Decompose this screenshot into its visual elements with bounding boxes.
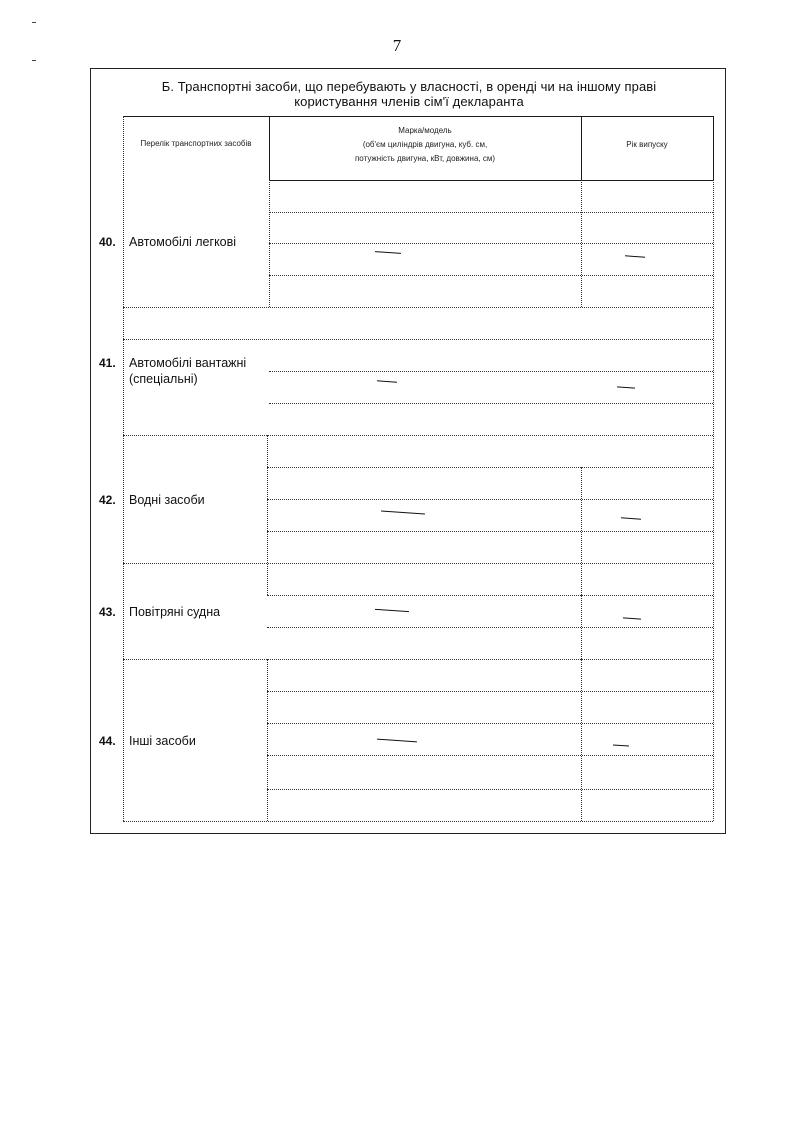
- row-41-line: [269, 403, 713, 404]
- row-42-divider-1: [267, 435, 268, 595]
- header-model-line-3: потужність двигуна, кВт, довжина, см): [354, 154, 496, 163]
- margin-mark: [32, 22, 36, 23]
- header-model-line-2: (об'єм циліндрів двигуна, куб. см,: [362, 140, 488, 149]
- header-bottom-border: [269, 180, 713, 181]
- row-42-bottom: [123, 563, 713, 564]
- header-top-border: [123, 116, 713, 117]
- row-42-label: Водні засоби: [129, 493, 205, 507]
- row-40-label: Автомобілі легкові: [129, 235, 237, 249]
- header-vehicle-list: Перелік транспортних засобів: [140, 139, 252, 148]
- row-40-number: 40.: [99, 235, 116, 249]
- row-44-divider-1: [267, 659, 268, 821]
- row-41-year-dash: [617, 386, 635, 388]
- row-43-bottom: [267, 627, 713, 628]
- section-title-line-2: користування членів сім'ї декларанта: [294, 94, 524, 109]
- row-44-line: [267, 789, 713, 790]
- row-44-model-dash: [377, 739, 417, 743]
- row-41-label-line-2: (спеціальні): [129, 372, 198, 386]
- body-left-border: [123, 180, 124, 821]
- row-41-label: [129, 355, 246, 387]
- row-41-line: [123, 339, 713, 340]
- row-40-line: [269, 243, 713, 244]
- row-40-bottom: [123, 307, 713, 308]
- vehicles-section-frame: [90, 68, 726, 834]
- row-44-label: Інші засоби: [129, 734, 196, 748]
- row-41-model-dash: [377, 380, 397, 382]
- page-number: 7: [392, 36, 402, 55]
- row-43-number: 43.: [99, 605, 116, 619]
- body-right-border: [713, 180, 714, 821]
- row-44-year-dash: [613, 744, 629, 746]
- header-year: Рік випуску: [626, 140, 668, 149]
- header-right-border: [713, 116, 714, 180]
- row-40-line: [269, 212, 713, 213]
- section-title-line-1: Б. Транспортні засоби, що перебувають у власності, в оренді чи на іншому праві: [161, 79, 657, 94]
- body-bottom-border: [123, 821, 713, 822]
- row-41-line: [269, 371, 713, 372]
- header-model-line-1: Марка/модель: [398, 126, 452, 135]
- row-44-line: [267, 755, 713, 756]
- row-42-line: [267, 531, 713, 532]
- row-43-bottom: [123, 659, 713, 660]
- row-44-divider-2: [581, 659, 582, 821]
- row-40-year-dash: [625, 255, 645, 257]
- row-41-number: 41.: [99, 356, 116, 370]
- row-43-year-dash: [623, 617, 641, 619]
- margin-mark: [32, 60, 36, 61]
- row-42-line: [267, 467, 713, 468]
- row-42-number: 42.: [99, 493, 116, 507]
- row-42-model-dash: [381, 510, 425, 514]
- row-41-label-line-1: Автомобілі вантажні: [129, 356, 247, 370]
- row-40-line: [269, 275, 713, 276]
- row-42-year-dash: [621, 517, 641, 519]
- row-43-model-dash: [375, 609, 409, 612]
- row-44-line: [267, 691, 713, 692]
- row-40-model-dash: [375, 251, 401, 254]
- section-title: [91, 79, 727, 109]
- row-44-line: [267, 723, 713, 724]
- row-41-bottom: [123, 435, 713, 436]
- row-43-line: [267, 595, 713, 596]
- row-44-number: 44.: [99, 734, 116, 748]
- row-43-label: Повітряні судна: [129, 605, 221, 619]
- row-42-divider-2: [581, 467, 582, 595]
- row-42-line: [267, 499, 713, 500]
- header-model: [269, 124, 581, 166]
